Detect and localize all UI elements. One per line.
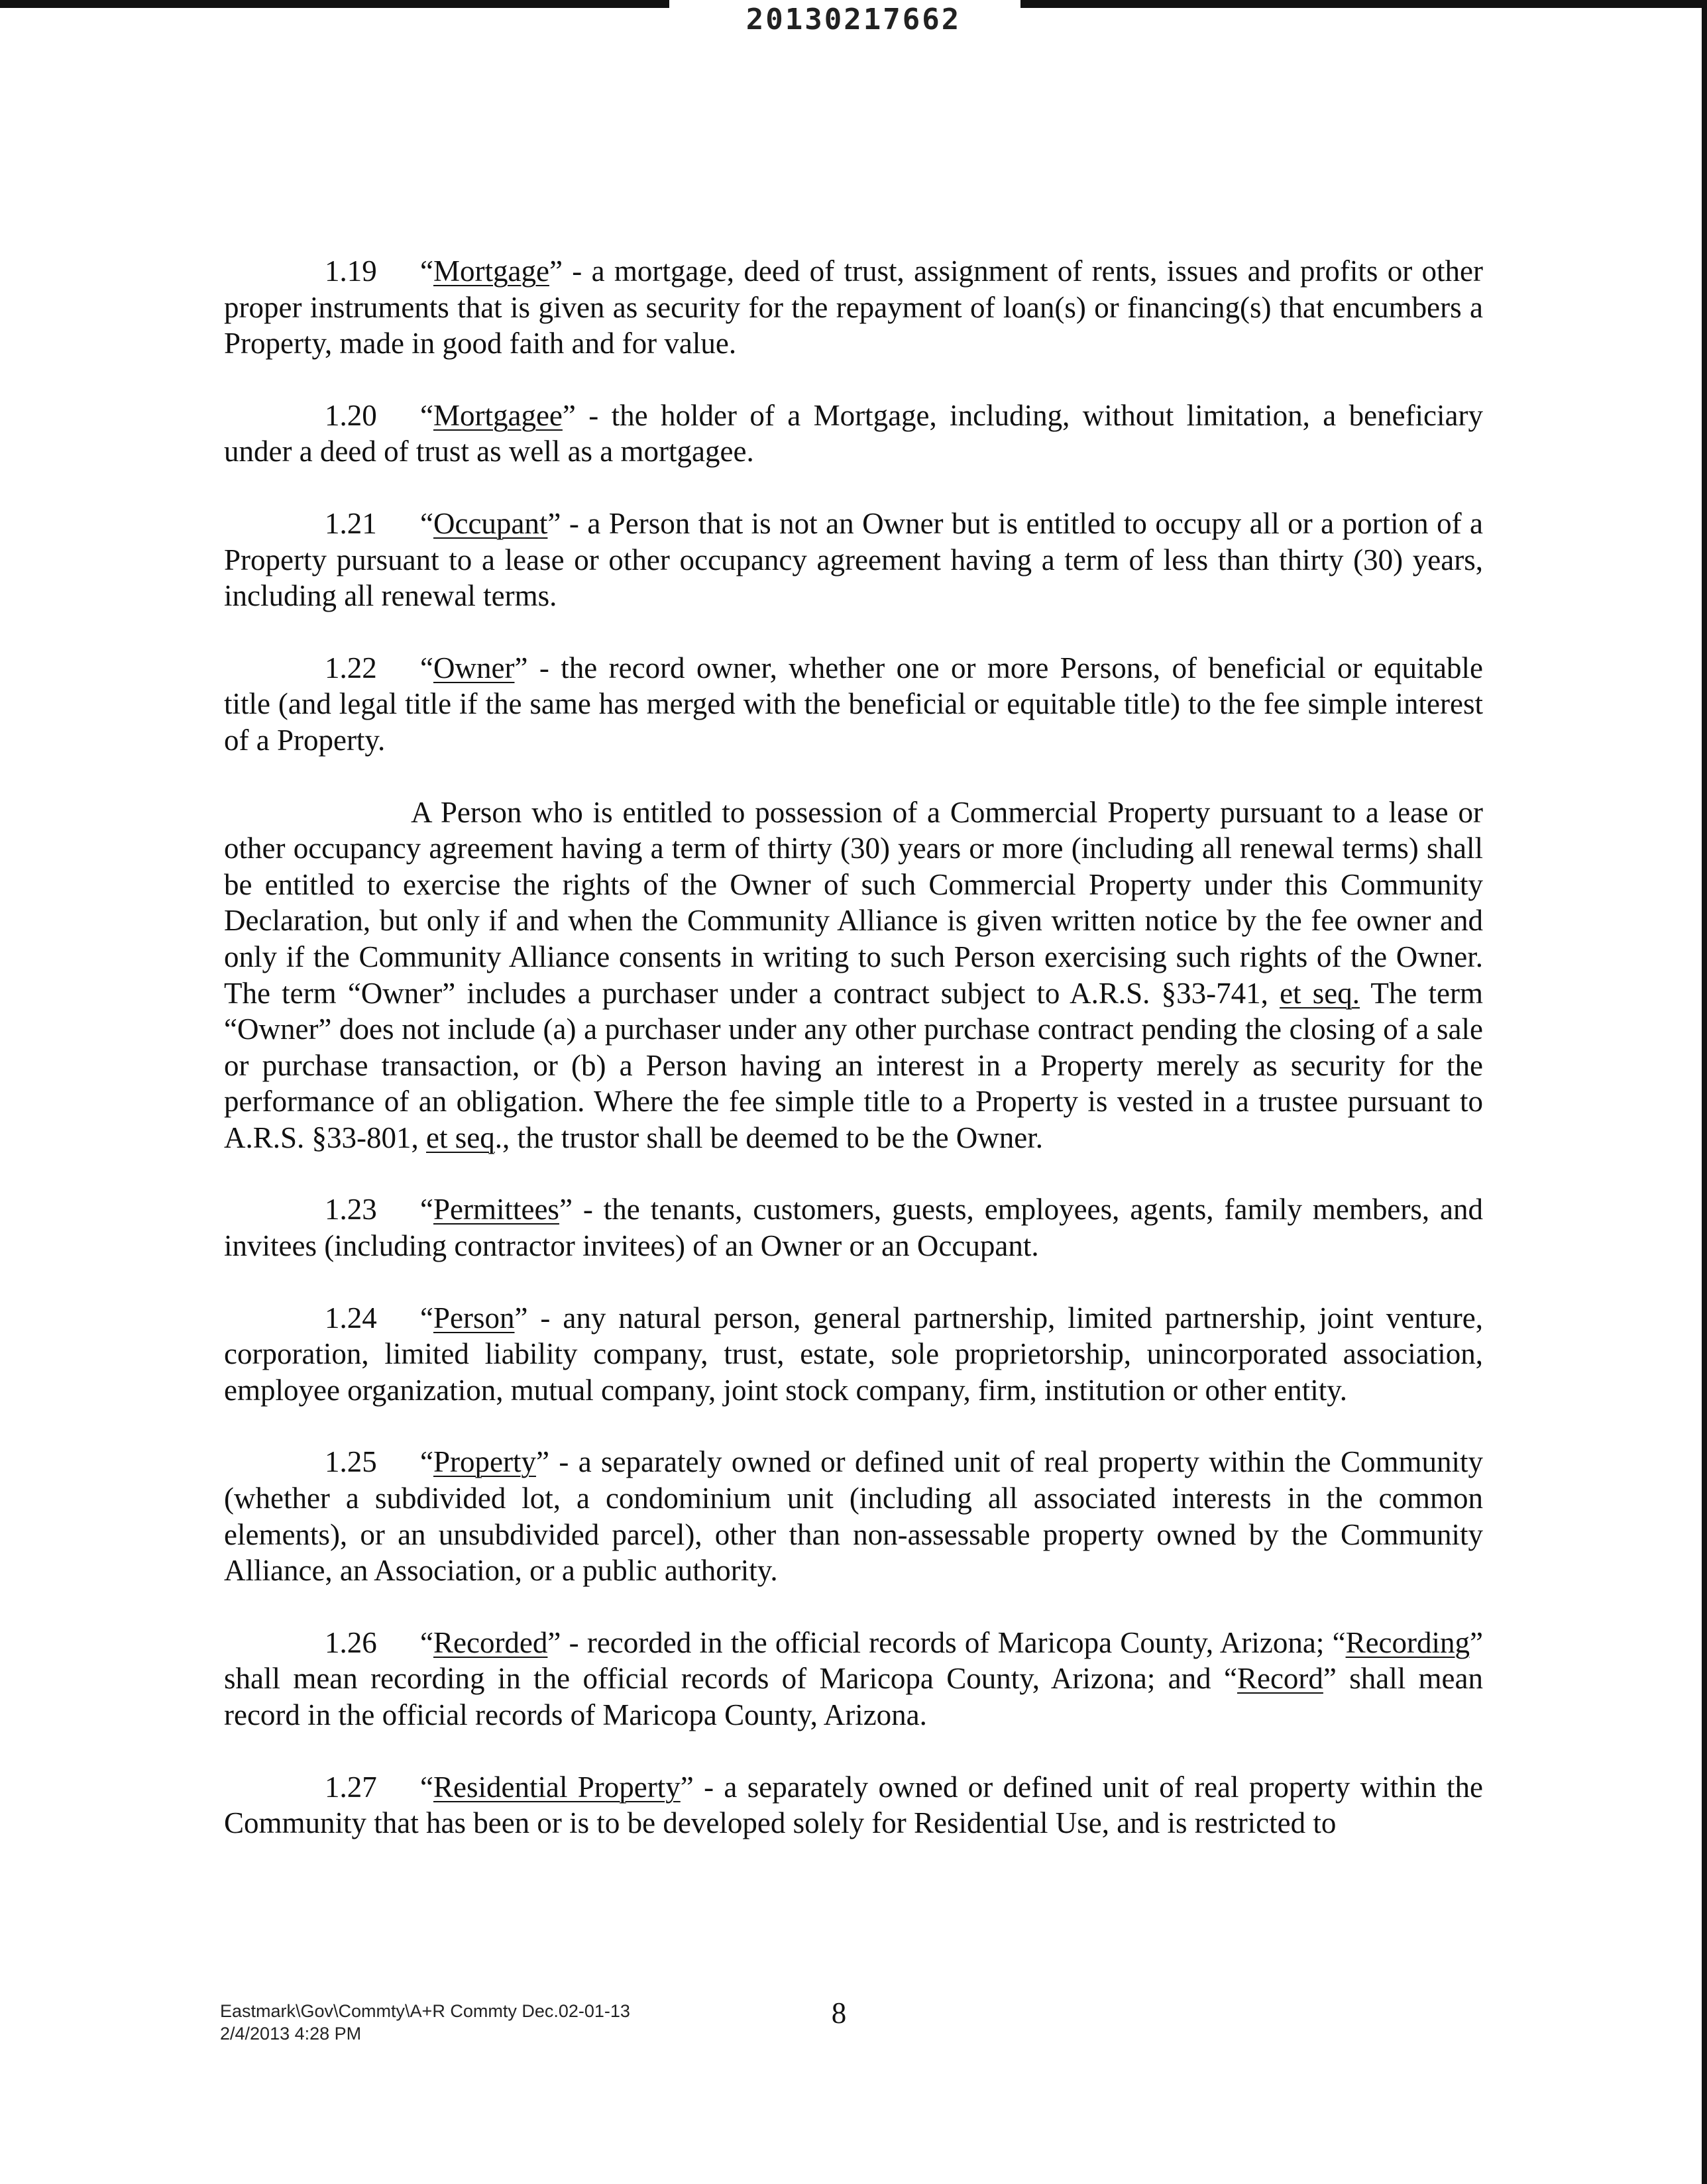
defined-term: Occupant bbox=[433, 506, 548, 540]
definition-1-27: 1.27 “Residential Property” - a separately owned or defined unit of real property within the Community that has been or is to be developed solely for Residential Use, and is restricted to bbox=[224, 1770, 1483, 1840]
paragraph-text: The term “Owner” does not include (a) a purchaser under any other purchase contract pending the closing of a sale or purchase transaction, or (b) a Person having an interest in a Property merely as security for the performance of an obligation. Where the fee simple title to a Property is vested in a trustee pursuant to A.R.S. §33-801, bbox=[224, 976, 1484, 1154]
document-body bbox=[224, 253, 1483, 1877]
definition-1-25: 1.25 “Property” - a separately owned or defined unit of real property within the Community (whether a subdivided lot, a condominium unit (including all associated interests in the common elements), or an unsubdivided parcel), other than non-assessable property owned by the Community Alliance, an Association, or a public authority. bbox=[224, 1445, 1483, 1588]
footer-file-info bbox=[220, 2000, 630, 2045]
defined-term: Property bbox=[433, 1445, 536, 1479]
definition-text: - recorded in the official records of Maricopa County, Arizona; bbox=[561, 1625, 1333, 1659]
definition-1-21: 1.21 “Occupant” - a Person that is not an Owner but is entitled to occupy all or a portion of a Property pursuant to a lease or other occupancy agreement having a term of less than thirty (30) years, including all renewal terms. bbox=[224, 506, 1483, 613]
right-scan-edge bbox=[1702, 0, 1707, 2184]
defined-term: Record bbox=[1237, 1662, 1323, 1696]
et-seq-reference: et seq. bbox=[1280, 976, 1360, 1010]
defined-term: Recorded bbox=[433, 1625, 548, 1659]
section-number: 1.20 bbox=[325, 398, 377, 432]
footer-timestamp: 2/4/2013 4:28 PM bbox=[220, 2024, 362, 2044]
definition-1-19: 1.19 “Mortgage” - a mortgage, deed of trust, assignment of rents, issues and profits or other proper instruments that is given as security for the repayment of loan(s) or financing(s) that encumbers a Property, made in good faith and for value. bbox=[224, 254, 1483, 360]
defined-term: Recording bbox=[1345, 1625, 1470, 1659]
recording-number: 20130217662 bbox=[745, 3, 962, 36]
section-number: 1.21 bbox=[325, 506, 377, 540]
definition-text: - the holder of a Mortgage, including, without limitation, a beneficiary under a deed of trust as well as a mortgagee. bbox=[224, 398, 1483, 468]
section-number: 1.24 bbox=[325, 1301, 377, 1335]
definition-1-23: 1.23 “Permittees” - the tenants, customers, guests, employees, agents, family members, and invitees (including contractor invitees) of an Owner or an Occupant. bbox=[224, 1193, 1483, 1263]
section-number: 1.25 bbox=[325, 1445, 377, 1479]
definition-text: shall mean record in the official records of Maricopa County, Arizona. bbox=[224, 1662, 1483, 1731]
definition-1-20: 1.20 “Mortgagee” - the holder of a Mortgage, including, without limitation, a beneficiary under a deed of trust as well as a mortgagee. bbox=[224, 398, 1483, 468]
definition-text: - the record owner, whether one or more Persons, of beneficial or equitable title (and legal title if the same has merged with the beneficial or equitable title) to the fee simple interest of a Property. bbox=[224, 651, 1483, 757]
defined-term: Owner bbox=[433, 651, 515, 684]
definition-1-26: 1.26 “Recorded” - recorded in the official records of Maricopa County, Arizona; “Recording” shall mean recording in the official records of Maricopa County, Arizona; and “Record” shall mean record in the official records of Maricopa County, Arizona. bbox=[224, 1625, 1483, 1731]
footer-file-path: Eastmark\Gov\Commty\A+R Commty Dec.02-01-13 bbox=[220, 2001, 630, 2021]
definition-text: shall mean recording in the official records of Maricopa County, Arizona; and bbox=[224, 1662, 1224, 1696]
definition-text: - a Person that is not an Owner but is entitled to occupy all or a portion of a Property pursuant to a lease or other occupancy agreement having a term of less than thirty (30) years, including all renewal terms. bbox=[224, 506, 1483, 613]
page-number: 8 bbox=[831, 1996, 847, 2030]
definition-text: - a separately owned or defined unit of real property within the Community (whether a subdivided lot, a condominium unit (including all associated interests in the common elements), or an unsubdivided parcel), other than non-assessable property owned by the Community Alliance, an Association, or a public authority. bbox=[224, 1445, 1483, 1588]
definition-text: - a mortgage, deed of trust, assignment of rents, issues and profits or other proper instruments that is given as security for the repayment of loan(s) or financing(s) that encumbers a Property, made in good faith and for value. bbox=[224, 254, 1483, 360]
defined-term: Mortgage bbox=[433, 254, 549, 288]
definition-1-22: 1.22 “Owner” - the record owner, whether one or more Persons, of beneficial or equitable title (and legal title if the same has merged with the beneficial or equitable title) to the fee simple interest of a Property. bbox=[224, 651, 1483, 757]
section-number: 1.26 bbox=[325, 1625, 377, 1659]
definition-1-24: 1.24 “Person” - any natural person, general partnership, limited partnership, joint venture, corporation, limited liability company, trust, estate, sole proprietorship, unincorporated association, employee organization, mutual company, joint stock company, firm, institution or other entity. bbox=[224, 1301, 1483, 1407]
et-seq-reference: et seq bbox=[426, 1120, 495, 1154]
section-number: 1.19 bbox=[325, 254, 377, 288]
owner-possession-paragraph bbox=[224, 794, 1483, 1156]
definition-text: - any natural person, general partnership, limited partnership, joint venture, corporation, limited liability company, trust, estate, sole proprietorship, unincorporated association, employee organization, mutual company, joint stock company, firm, institution or other entity. bbox=[224, 1301, 1483, 1407]
definition-text: - a separately owned or defined unit of real property within the Community that has been or is to be developed solely for Residential Use, and is restricted to bbox=[224, 1770, 1483, 1840]
section-number: 1.27 bbox=[325, 1770, 377, 1804]
section-number: 1.22 bbox=[325, 651, 377, 684]
section-number: 1.23 bbox=[325, 1193, 377, 1227]
paragraph-text: ., the trustor shall be deemed to be the Owner. bbox=[494, 1120, 1044, 1154]
defined-term: Residential Property bbox=[433, 1770, 681, 1804]
definition-text: - the tenants, customers, guests, employees, agents, family members, and invitees (including contractor invitees) of an Owner or an Occupant. bbox=[224, 1193, 1483, 1263]
paragraph-text: A Person who is entitled to possession of a Commercial Property pursuant to a lease or other occupancy agreement having a term of thirty (30) years or more (including all renewal terms) shall be entitled to exercise the rights of the Owner of such Commercial Property under this Community Declaration, but only if and when the Community Alliance is given written notice by the fee owner and only if the Community Alliance consents in writing to such Person exercising such rights of the Owner. The term “Owner” includes a purchaser under a contract subject to A.R.S. §33-741, bbox=[224, 795, 1483, 1010]
defined-term: Person bbox=[433, 1301, 515, 1335]
defined-term: Permittees bbox=[433, 1193, 559, 1227]
defined-term: Mortgagee bbox=[433, 398, 563, 432]
